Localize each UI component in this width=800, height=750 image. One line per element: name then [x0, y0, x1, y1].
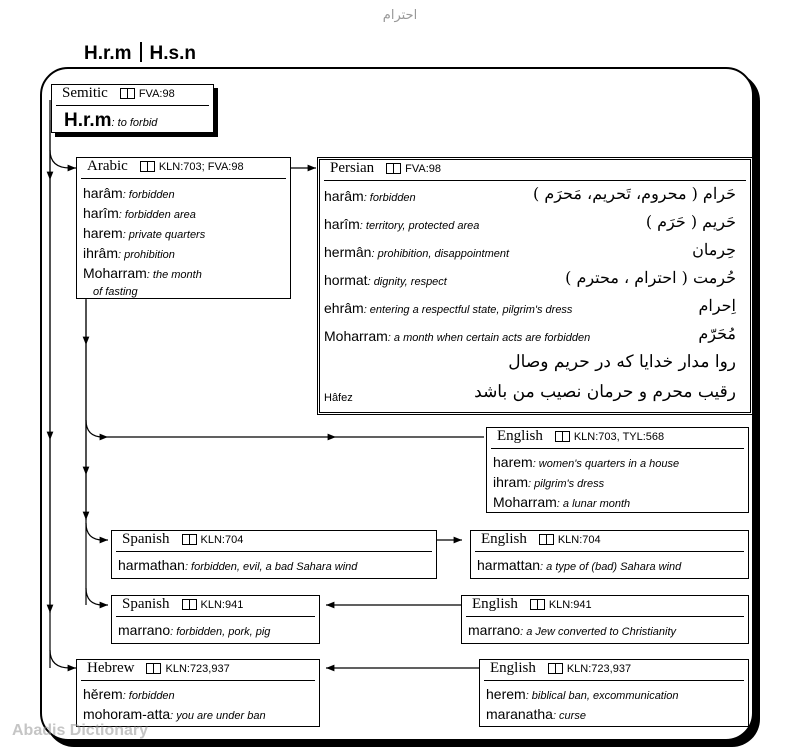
entry-gloss: : forbidden area	[118, 209, 196, 221]
entry-gloss: : forbidden, pork, pig	[170, 626, 271, 638]
spanish1-source: KLN:704	[200, 534, 244, 546]
semitic-header	[56, 85, 209, 106]
entry-word: harâm	[324, 188, 364, 204]
list-item	[486, 705, 748, 725]
english3-header	[466, 596, 744, 617]
entry-word: ehrâm	[324, 300, 364, 316]
list-item	[320, 268, 750, 296]
book-icon	[530, 599, 545, 609]
entry-word: ihrâm	[83, 245, 119, 261]
entry-gloss: : curse	[552, 710, 586, 722]
arabic-box	[76, 157, 291, 299]
entry-word: herem	[486, 686, 526, 702]
english-box-3	[461, 595, 749, 644]
entry-word: harîm	[324, 216, 360, 232]
entry-word: maranatha	[486, 706, 553, 722]
list-item	[320, 184, 750, 212]
book-icon	[182, 599, 197, 609]
arabic-lang-label: Arabic	[87, 158, 128, 174]
entry-word: harîm	[83, 205, 119, 221]
entry-word: harâm	[83, 185, 123, 201]
entry-gloss: : entering a respectful state, pilgrim's dress	[363, 304, 573, 316]
arabic-to-spanish2-arrow	[86, 588, 108, 605]
entry-gloss: : a month when certain acts are forbidden	[387, 332, 591, 344]
list-item	[468, 621, 748, 641]
semitic-source: FVA:98	[138, 88, 175, 100]
persian-box	[317, 157, 753, 415]
list-item	[493, 493, 748, 513]
poem-text: رقیب محرم و حرمان نصیب من باشد	[474, 382, 736, 402]
spanish1-entries	[112, 552, 436, 576]
entry-gloss: : the month	[146, 269, 202, 281]
english4-header	[484, 660, 744, 681]
list-item	[83, 204, 290, 224]
entry-word: Moharram	[324, 328, 388, 344]
spanish1-header	[116, 531, 432, 552]
watermark: Abadis Dictionary	[12, 722, 149, 739]
entry-word: Moharram	[493, 494, 557, 510]
entry-word: hormat	[324, 272, 368, 288]
entry-latin	[324, 244, 509, 260]
hebrew-entries	[77, 681, 319, 725]
english4-lang-label: English	[490, 660, 536, 676]
list-item	[83, 244, 290, 264]
english3-source: KLN:941	[548, 599, 592, 611]
entry-persian-script: حُرمت ( احترام ، محترم )	[565, 268, 736, 287]
entry-gloss: : forbidden	[363, 192, 416, 204]
book-icon	[182, 534, 197, 544]
arabic-to-english-arrow-a	[86, 420, 108, 437]
list-item	[477, 556, 748, 576]
semitic-box	[51, 84, 214, 133]
english1-header	[491, 428, 744, 449]
book-icon	[539, 534, 554, 544]
persian-header	[324, 160, 746, 181]
entry-gloss: : you are under ban	[170, 710, 266, 722]
persian-entries	[320, 181, 750, 412]
book-icon	[140, 161, 155, 171]
entry-persian-script: اِحرام	[698, 296, 736, 315]
semitic-to-hebrew-arrow	[50, 650, 76, 668]
semitic-entry	[52, 106, 213, 132]
english2-header	[475, 531, 744, 552]
poem-line-2	[320, 382, 750, 412]
arabic-source: KLN:703; FVA:98	[158, 161, 244, 173]
poem-text: روا مدار خدایا که در حریم وصال	[508, 352, 736, 372]
root-left: H.r.m	[84, 43, 132, 64]
hebrew-source: KLN:723,937	[165, 663, 230, 675]
entry-gloss: : a type of (bad) Sahara wind	[540, 561, 682, 573]
spanish2-entries	[112, 617, 319, 641]
entry-word: harmathan	[118, 557, 185, 573]
semitic-word: H.r.m	[64, 110, 112, 131]
poet-name: Hâfez	[324, 392, 353, 404]
list-item	[83, 184, 290, 204]
english1-entries	[487, 449, 748, 513]
book-icon	[555, 431, 570, 441]
spanish1-lang-label: Spanish	[122, 531, 170, 547]
entry-word: hermân	[324, 244, 372, 260]
entry-gloss: : a Jew converted to Christianity	[520, 626, 677, 638]
book-icon	[386, 163, 401, 173]
english3-lang-label: English	[472, 596, 518, 612]
entry-word: mohoram-atta	[83, 706, 171, 722]
english4-entries	[480, 681, 748, 725]
entry-gloss: : prohibition, disappointment	[371, 248, 510, 260]
entry-gloss: : pilgrim's dress	[528, 478, 605, 490]
root-right[interactable]: H.s.n	[149, 43, 196, 64]
entry-word: ihram	[493, 474, 529, 490]
entry-gloss: : forbidden	[122, 189, 175, 201]
hebrew-box	[76, 659, 320, 727]
entry-gloss: : forbidden	[122, 690, 175, 702]
list-item	[320, 240, 750, 268]
list-item	[83, 264, 290, 284]
list-item	[118, 556, 436, 576]
english-box-1	[486, 427, 749, 513]
english2-entries	[471, 552, 748, 576]
entry-gloss: : women's quarters in a house	[532, 458, 680, 470]
entry-latin	[324, 272, 447, 288]
list-item	[486, 685, 748, 705]
list-item	[320, 324, 750, 352]
persian-lang-label: Persian	[330, 160, 375, 176]
spanish2-source: KLN:941	[200, 599, 244, 611]
spanish-box-1	[111, 530, 437, 579]
english-box-2	[470, 530, 749, 579]
list-item	[83, 224, 290, 244]
english1-lang-label: English	[497, 428, 543, 444]
entry-gloss: : prohibition	[118, 249, 175, 261]
entry-persian-script: حَریم ( حَرَم )	[645, 212, 736, 231]
spanish2-header	[116, 596, 315, 617]
english2-source: KLN:704	[557, 534, 601, 546]
entry-latin	[324, 300, 572, 316]
poem-line-1	[320, 352, 750, 382]
entry-persian-script: مُحَرّم	[698, 324, 736, 343]
list-item	[493, 473, 748, 493]
entry-word: marrano	[468, 622, 521, 638]
hebrew-lang-label: Hebrew	[87, 660, 135, 676]
spanish-box-2	[111, 595, 320, 644]
semitic-gloss: : to forbid	[111, 117, 158, 129]
page-title: احترام	[382, 8, 418, 23]
english-box-4	[479, 659, 749, 727]
entry-persian-script: حَرام ( محروم، تَحریم، مَحرَم )	[532, 184, 736, 203]
semitic-to-arabic-arrow	[50, 150, 76, 168]
arabic-note: of fasting	[93, 286, 138, 298]
entry-gloss: : biblical ban, excommunication	[525, 690, 679, 702]
entry-latin	[324, 188, 416, 204]
book-icon	[146, 663, 161, 673]
entry-latin	[324, 328, 590, 344]
entry-gloss: : territory, protected area	[359, 220, 480, 232]
entry-word: hěrem	[83, 686, 123, 702]
entry-word: marrano	[118, 622, 171, 638]
entry-word: harmattan	[477, 557, 541, 573]
entry-latin	[324, 216, 479, 232]
list-item	[83, 685, 319, 705]
entry-word: Moharram	[83, 265, 147, 281]
arabic-to-spanish1-arrow	[86, 523, 108, 540]
arabic-entries	[77, 179, 290, 300]
entry-gloss: : dignity, respect	[367, 276, 447, 288]
entry-persian-script: حِرمان	[692, 240, 736, 259]
persian-source: FVA:98	[405, 163, 442, 175]
spanish2-lang-label: Spanish	[122, 596, 170, 612]
hebrew-header	[81, 660, 315, 681]
list-item	[118, 621, 319, 641]
english3-entries	[462, 617, 748, 641]
book-icon	[548, 663, 563, 673]
entry-word: harem	[83, 225, 123, 241]
entry-gloss: : private quarters	[122, 229, 206, 241]
list-item	[320, 212, 750, 240]
list-item	[320, 296, 750, 324]
list-item	[493, 453, 748, 473]
entry-word: harem	[493, 454, 533, 470]
entry-gloss: : forbidden, evil, a bad Sahara wind	[184, 561, 358, 573]
english1-source: KLN:703, TYL:568	[573, 431, 665, 443]
english2-lang-label: English	[481, 531, 527, 547]
english4-source: KLN:723,937	[566, 663, 632, 675]
arabic-header	[81, 158, 286, 179]
entry-gloss: : a lunar month	[556, 498, 631, 510]
semitic-lang-label: Semitic	[62, 85, 108, 101]
book-icon	[120, 88, 135, 98]
